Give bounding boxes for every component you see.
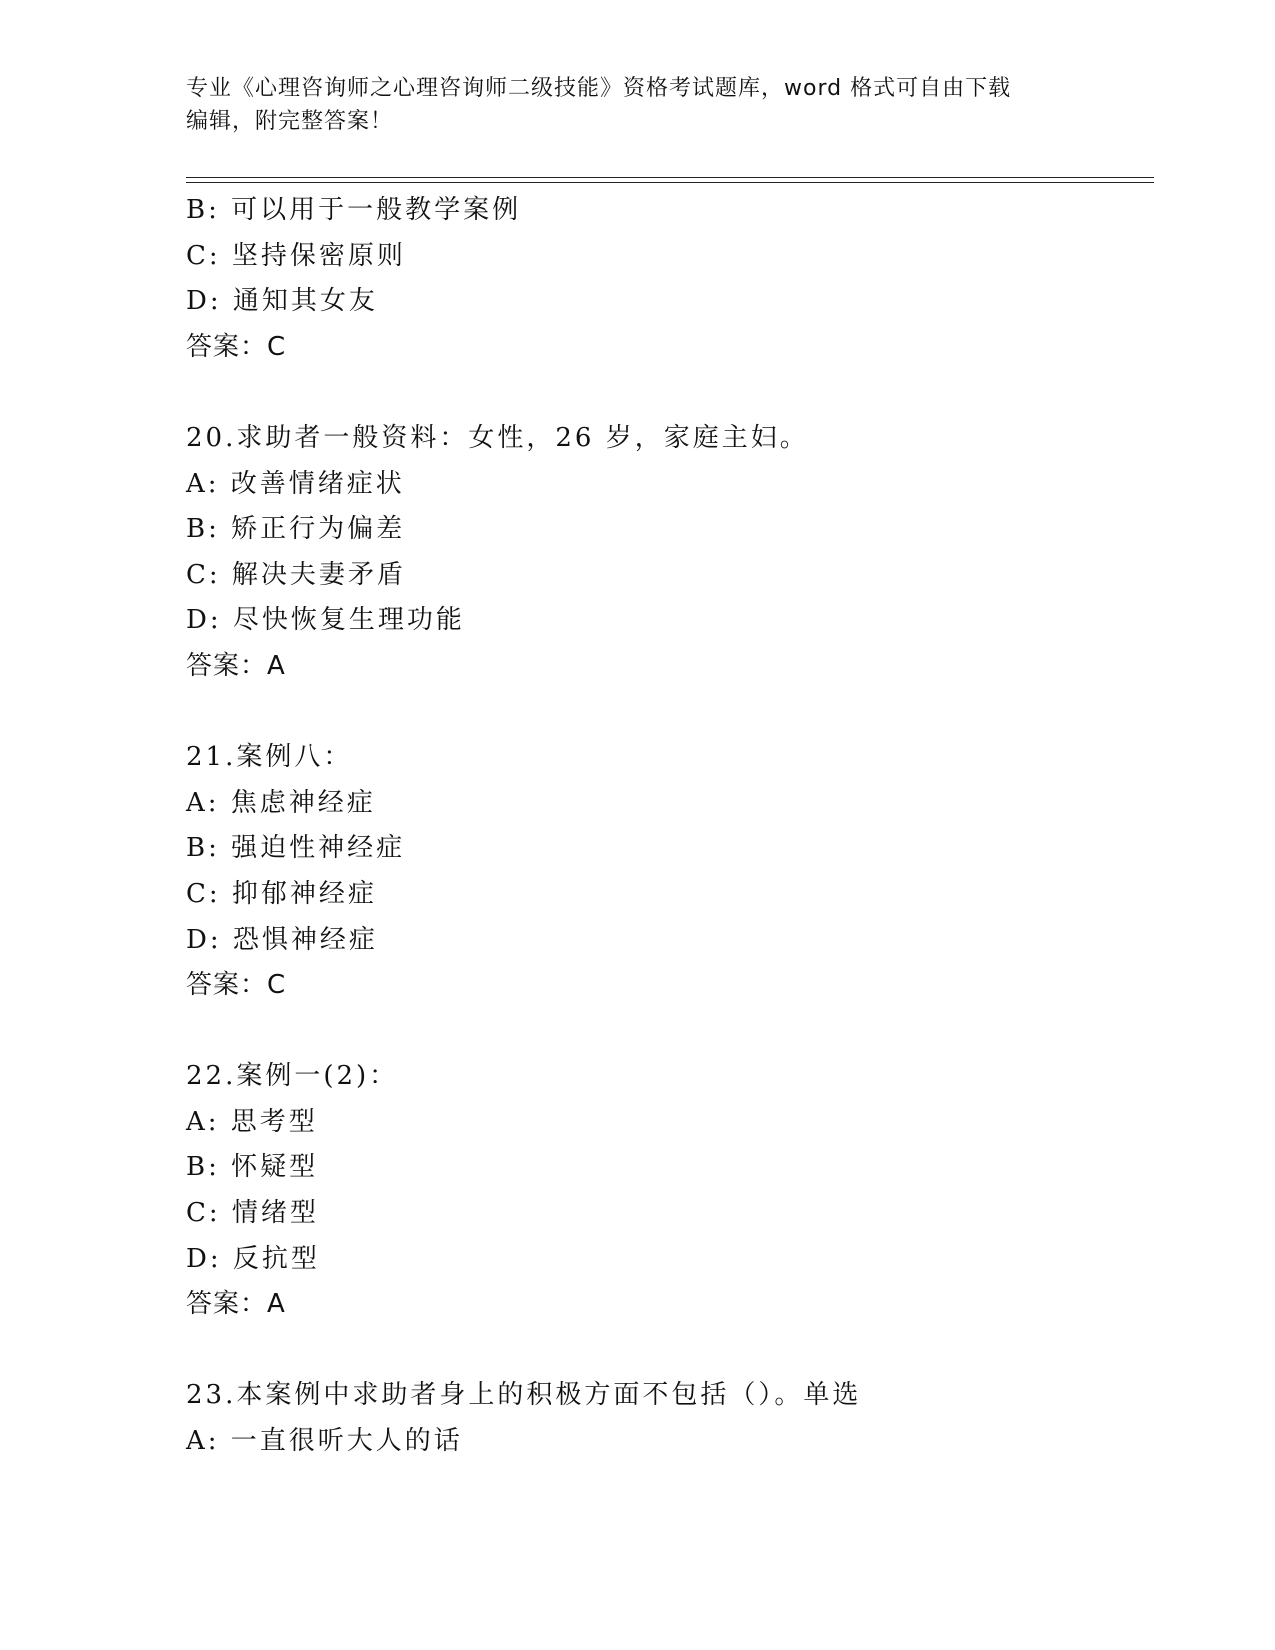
header-divider-top [186, 177, 1154, 178]
spacer [186, 1009, 1154, 1055]
answer-label: 答案：C [186, 970, 287, 1001]
option-a: A: 一直很听大人的话 [186, 1426, 463, 1457]
header-line-2: 编辑，附完整答案！ [186, 109, 394, 134]
question-text: 22.案例一(2)： [186, 1061, 399, 1092]
question-block-19 [186, 188, 1154, 370]
header-line-1: 专业《心理咨询师之心理咨询师二级技能》资格考试题库，word 格式可自由下载 [186, 76, 1012, 101]
question-block-21 [186, 735, 1154, 1009]
option-d: D: 恐惧神经症 [186, 924, 378, 955]
option-d: D: 通知其女友 [186, 286, 378, 317]
answer-label: 答案：A [186, 650, 286, 681]
option-a: A: 焦虑神经症 [186, 787, 376, 818]
question-list [186, 188, 1154, 1465]
option-c: C: 解决夫妻矛盾 [186, 559, 406, 590]
question-block-22 [186, 1054, 1154, 1328]
spacer [186, 370, 1154, 416]
option-a: A: 思考型 [186, 1106, 318, 1137]
option-c: C: 情绪型 [186, 1198, 319, 1229]
answer-label: 答案：C [186, 331, 287, 362]
option-b: B: 强迫性神经症 [186, 833, 406, 864]
spacer [186, 690, 1154, 736]
option-c: C: 抑郁神经症 [186, 878, 377, 909]
question-block-23 [186, 1373, 1154, 1464]
spacer [186, 1328, 1154, 1374]
answer-label: 答案：A [186, 1289, 286, 1320]
document-header [186, 72, 1086, 138]
option-b: B: 矫正行为偏差 [186, 514, 406, 545]
option-c: C: 坚持保密原则 [186, 240, 406, 271]
option-b: B: 怀疑型 [186, 1152, 319, 1183]
question-text: 20.求助者一般资料：女性，26 岁，家庭主妇。 [186, 422, 809, 453]
option-a: A: 改善情绪症状 [186, 468, 405, 499]
question-text: 21.案例八： [186, 742, 353, 773]
header-divider-bottom [186, 182, 1154, 183]
question-text: 23.本案例中求助者身上的积极方面不包括（）。单选 [186, 1380, 862, 1411]
question-block-20 [186, 416, 1154, 690]
option-d: D: 反抗型 [186, 1243, 320, 1274]
option-b: B: 可以用于一般教学案例 [186, 195, 522, 225]
option-d: D: 尽快恢复生理功能 [186, 605, 465, 636]
